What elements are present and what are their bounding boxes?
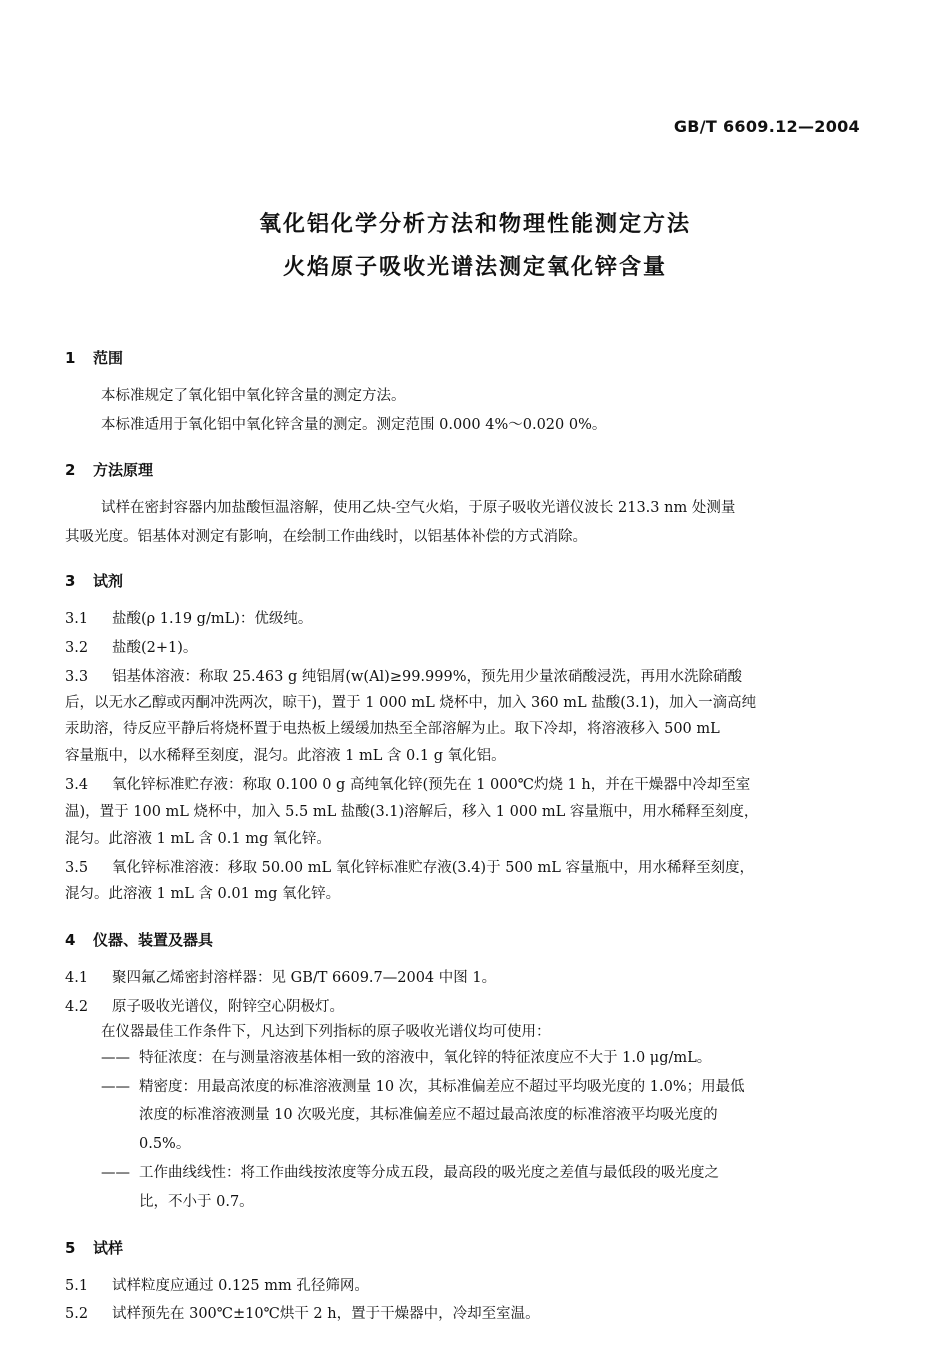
item-number: 4.1	[65, 970, 89, 986]
item-5-2	[65, 1304, 540, 1324]
section-number: 1	[65, 349, 76, 367]
document-title-line-2: 火焰原子吸收光谱法测定氧化锌含量	[282, 255, 667, 280]
item-3-5	[65, 858, 754, 878]
criterion-precision	[101, 1077, 745, 1097]
section-4-heading	[65, 929, 213, 950]
section-title: 试样	[93, 1239, 124, 1257]
section-3-heading	[65, 570, 123, 591]
criterion-precision-line-2: 浓度的标准溶液测量 10 次吸光度，其标准偏差应不超过最高浓度的标准溶液平均吸光度的	[139, 1107, 718, 1123]
criterion-precision-line-3: 0.5%。	[139, 1136, 191, 1152]
item-3-1	[65, 609, 312, 629]
item-text: 铝基体溶液：称取 25.463 g 纯铝屑(w(Al)≥99.999%，预先用少量浓硝酸浸洗，再用水洗除硝酸	[112, 669, 742, 685]
item-text: 氧化锌标准溶液：移取 50.00 mL 氧化锌标准贮存液(3.4)于 500 mL 容量瓶中，用水稀释至刻度，	[112, 860, 754, 876]
item-5-1	[65, 1276, 369, 1296]
section-5-heading	[65, 1237, 123, 1258]
section-title: 试剂	[93, 572, 124, 590]
standard-number: GB/T 6609.12—2004	[673, 117, 860, 136]
item-text: 试样粒度应通过 0.125 mm 孔径筛网。	[112, 1278, 369, 1294]
section-2-line-2: 其吸光度。铝基体对测定有影响，在绘制工作曲线时，以铝基体补偿的方式消除。	[65, 529, 587, 545]
criterion-linearity-line-2: 比，不小于 0.7。	[139, 1194, 254, 1210]
section-2-line-1: 试样在密封容器内加盐酸恒温溶解，使用乙炔-空气火焰，于原子吸收光谱仪波长 213.3 nm 处测量	[101, 500, 736, 516]
item-text: 盐酸(ρ 1.19 g/mL)：优级纯。	[112, 611, 313, 627]
item-3-3-line-2: 后，以无水乙醇或丙酮冲洗两次，晾干)，置于 1 000 mL 烧杯中，加入 360 mL 盐酸(3.1)，加入一滴高纯	[65, 695, 757, 711]
criteria-intro: 在仪器最佳工作条件下，凡达到下列指标的原子吸收光谱仪均可使用：	[101, 1024, 551, 1040]
item-4-2	[65, 997, 344, 1017]
section-number: 4	[65, 931, 76, 949]
dash-marker: ——	[101, 1165, 130, 1181]
item-3-2	[65, 638, 197, 658]
item-number: 4.2	[65, 999, 89, 1015]
section-title: 方法原理	[93, 461, 154, 479]
section-1-paragraph-2: 本标准适用于氧化铝中氧化锌含量的测定。测定范围 0.000 4%～0.020 0%。	[101, 417, 607, 433]
item-number: 3.2	[65, 640, 89, 656]
item-text: 原子吸收光谱仪，附锌空心阴极灯。	[112, 999, 344, 1015]
section-1-paragraph-1: 本标准规定了氧化铝中氧化锌含量的测定方法。	[101, 388, 406, 404]
item-number: 3.4	[65, 777, 89, 793]
item-number: 3.1	[65, 611, 89, 627]
item-4-1	[65, 968, 496, 988]
item-number: 3.5	[65, 860, 89, 876]
section-title: 范围	[93, 349, 124, 367]
document-title-line-1: 氧化铝化学分析方法和物理性能测定方法	[258, 212, 691, 237]
section-number: 3	[65, 572, 76, 590]
item-3-4	[65, 775, 750, 795]
item-number: 3.3	[65, 669, 89, 685]
section-number: 2	[65, 461, 76, 479]
item-3-3-line-3: 汞助溶，待反应平静后将烧杯置于电热板上缓缓加热至全部溶解为止。取下冷却，将溶液移入 500 mL	[65, 721, 720, 737]
item-text: 盐酸(2+1)。	[112, 640, 198, 656]
item-text: 试样预先在 300℃±10℃烘干 2 h，置于干燥器中，冷却至室温。	[112, 1306, 540, 1322]
item-3-4-line-3: 混匀。此溶液 1 mL 含 0.1 mg 氧化锌。	[65, 831, 331, 847]
item-3-3	[65, 667, 742, 687]
dash-marker: ——	[101, 1079, 130, 1095]
criterion-text: 工作曲线线性：将工作曲线按浓度等分成五段，最高段的吸光度之差值与最低段的吸光度之	[139, 1165, 719, 1181]
criterion-text: 精密度：用最高浓度的标准溶液测量 10 次，其标准偏差应不超过平均吸光度的 1.0%；用最低	[139, 1079, 745, 1095]
dash-marker: ——	[101, 1050, 130, 1066]
item-3-3-line-4: 容量瓶中，以水稀释至刻度，混匀。此溶液 1 mL 含 0.1 g 氧化铝。	[65, 748, 506, 764]
criterion-linearity	[101, 1163, 719, 1183]
item-3-5-line-2: 混匀。此溶液 1 mL 含 0.01 mg 氧化锌。	[65, 886, 341, 902]
criterion-characteristic-concentration	[101, 1048, 711, 1068]
section-2-heading	[65, 459, 153, 480]
item-text: 氧化锌标准贮存液：称取 0.100 0 g 高纯氧化锌(预先在 1 000℃灼烧 1 h，并在干燥器中冷却至室	[112, 777, 751, 793]
section-number: 5	[65, 1239, 76, 1257]
section-1-heading	[65, 347, 123, 368]
item-number: 5.2	[65, 1306, 89, 1322]
section-title: 仪器、装置及器具	[93, 931, 214, 949]
item-number: 5.1	[65, 1278, 89, 1294]
item-3-4-line-2: 温)，置于 100 mL 烧杯中，加入 5.5 mL 盐酸(3.1)溶解后，移入 1 000 mL 容量瓶中，用水稀释至刻度，	[65, 804, 759, 820]
criterion-text: 特征浓度：在与测量溶液基体相一致的溶液中，氧化锌的特征浓度应不大于 1.0 μg/mL。	[139, 1050, 712, 1066]
item-text: 聚四氟乙烯密封溶样器：见 GB/T 6609.7—2004 中图 1。	[112, 970, 497, 986]
